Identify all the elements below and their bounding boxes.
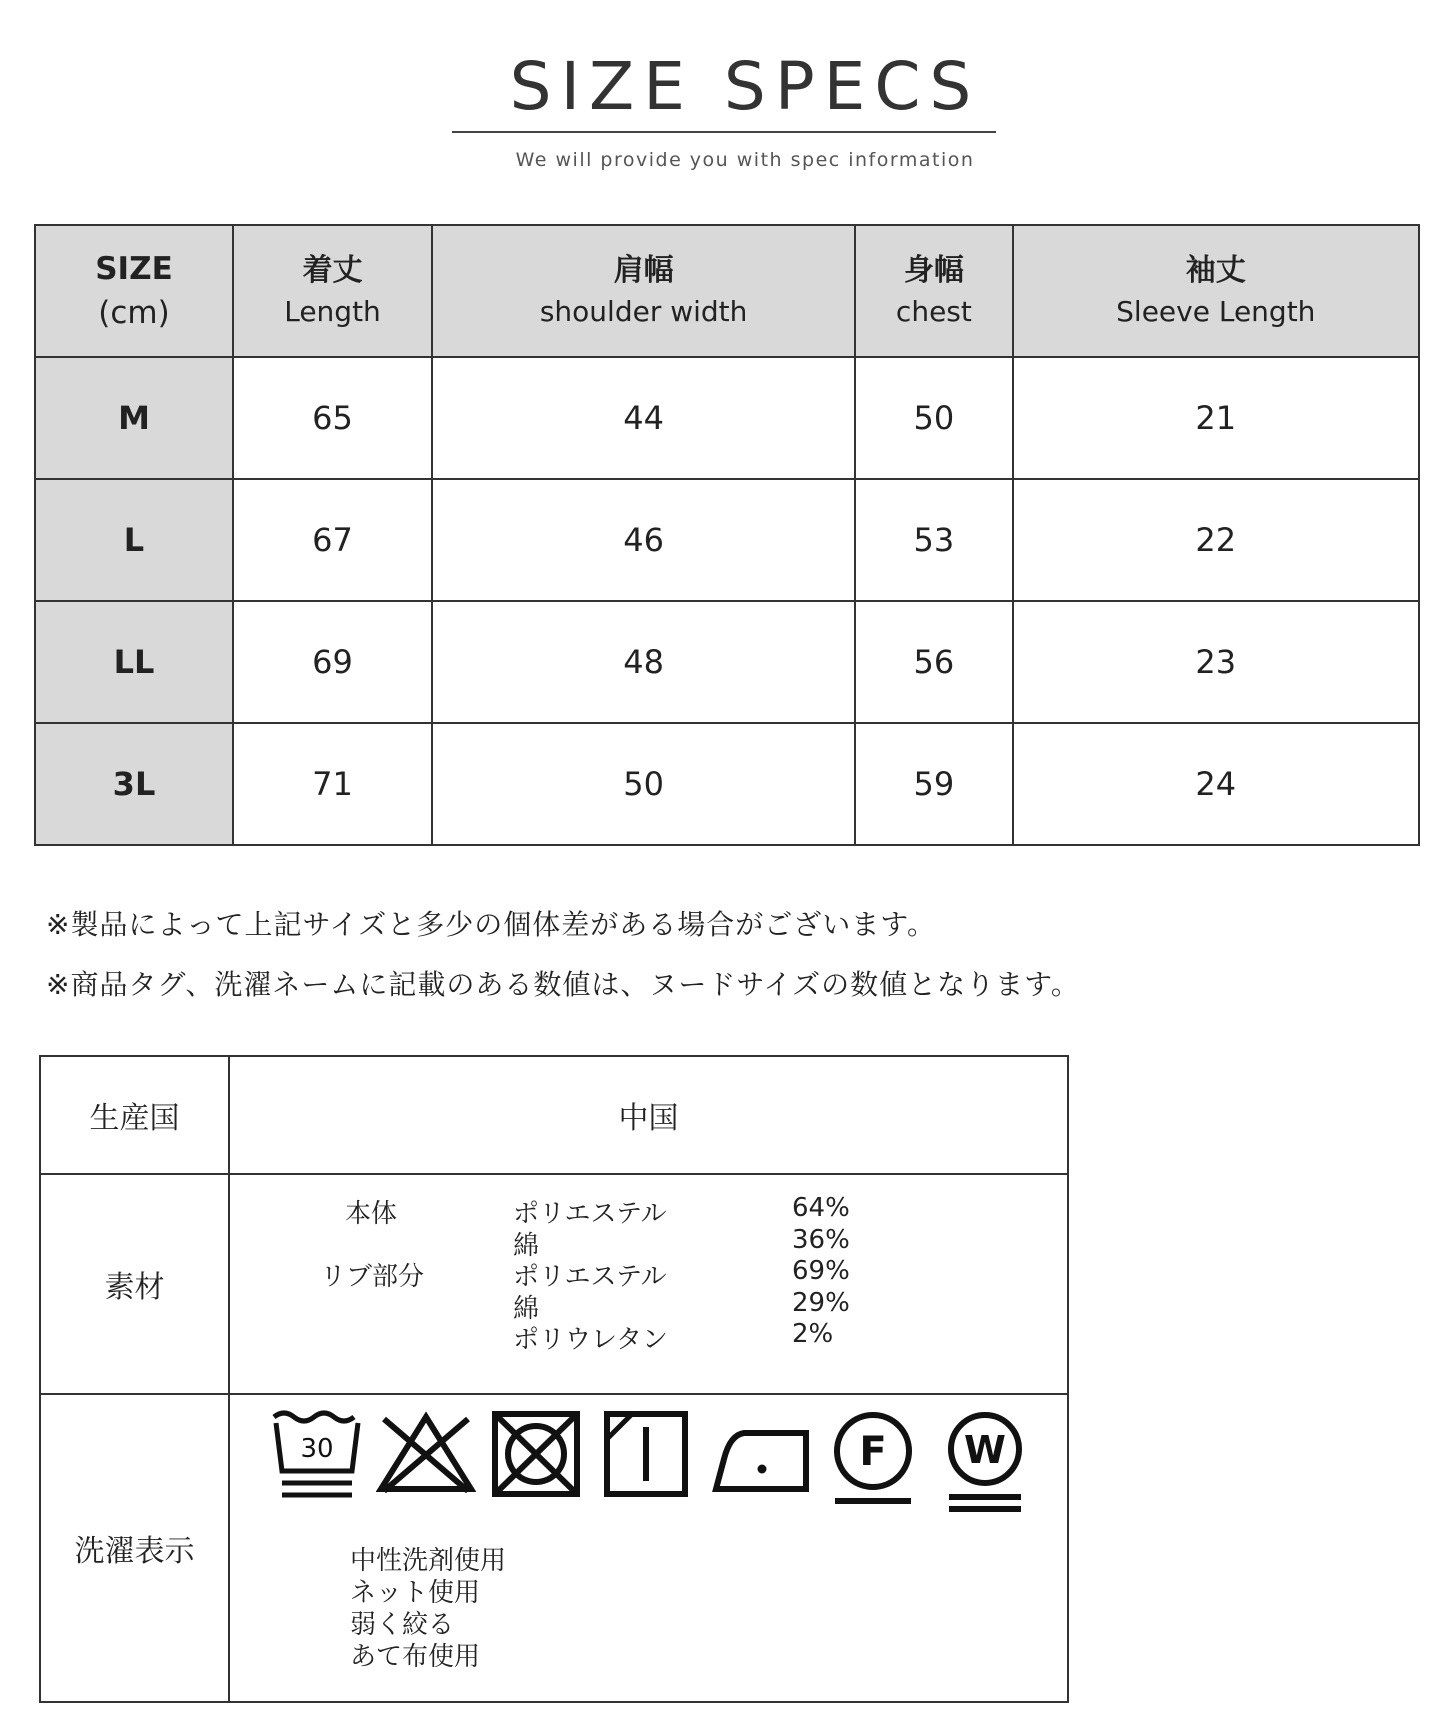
wash-temp-text: 30 xyxy=(300,1434,334,1464)
col-header-length xyxy=(233,225,432,357)
material-list xyxy=(230,1175,1067,1393)
col-header-chest xyxy=(855,225,1012,357)
table-cell: 44 xyxy=(432,357,855,479)
col-header-en: Sleeve Length xyxy=(1116,295,1316,328)
origin-value: 中国 xyxy=(229,1056,1068,1174)
size-label-cell: 3L xyxy=(35,723,233,845)
col-header-jp: 着丈 xyxy=(302,253,363,288)
origin-label: 生産国 xyxy=(40,1056,229,1174)
title-divider xyxy=(452,131,996,133)
table-row xyxy=(35,357,1419,479)
material-label: 素材 xyxy=(40,1174,229,1394)
material-pct: 36% xyxy=(792,1225,850,1255)
care-instruction: 中性洗剤使用 xyxy=(350,1546,507,1576)
wash-30-gentle-icon xyxy=(272,1409,362,1509)
size-table-header-row xyxy=(35,225,1419,357)
material-pct: 69% xyxy=(792,1256,850,1286)
table-row xyxy=(35,479,1419,601)
drip-dry-shade-icon xyxy=(602,1409,690,1499)
col-header-jp: 袖丈 xyxy=(1185,253,1246,288)
care-icons xyxy=(272,1409,1032,1519)
dry-clean-letter: F xyxy=(859,1429,887,1475)
note-individual-difference: ※製品によって上記サイズと多少の個体差がある場合がございます。 xyxy=(46,908,936,941)
table-cell: 53 xyxy=(855,479,1012,601)
care-instruction: ネット使用 xyxy=(350,1578,481,1608)
table-cell: 24 xyxy=(1013,723,1419,845)
no-tumble-dry-icon xyxy=(490,1409,582,1499)
table-row xyxy=(35,723,1419,845)
table-cell: 22 xyxy=(1013,479,1419,601)
material-name: ポリウレタン xyxy=(513,1325,668,1355)
size-corner-cell xyxy=(35,225,233,357)
material-pct: 29% xyxy=(792,1288,850,1318)
col-header-en: shoulder width xyxy=(539,295,748,328)
table-cell: 50 xyxy=(855,357,1012,479)
note-nude-size: ※商品タグ、洗濯ネームに記載のある数値は、ヌードサイズの数値となります。 xyxy=(46,968,1080,1001)
col-header-shoulder xyxy=(432,225,855,357)
material-name: 綿 xyxy=(513,1231,540,1261)
material-row xyxy=(40,1174,1068,1394)
table-cell: 65 xyxy=(233,357,432,479)
col-header-en: Length xyxy=(284,295,381,328)
page-subtitle: We will provide you with spec information xyxy=(515,149,975,171)
size-corner-unit: (cm) xyxy=(98,295,170,331)
table-cell: 50 xyxy=(432,723,855,845)
product-info-table xyxy=(39,1055,1069,1703)
table-cell: 46 xyxy=(432,479,855,601)
table-cell: 69 xyxy=(233,601,432,723)
material-pct: 2% xyxy=(792,1319,834,1349)
material-cell xyxy=(229,1174,1068,1394)
col-header-jp: 身幅 xyxy=(903,253,964,288)
origin-row xyxy=(40,1056,1068,1174)
table-cell: 59 xyxy=(855,723,1012,845)
wet-clean-w-icon xyxy=(940,1409,1030,1515)
material-pct: 64% xyxy=(792,1193,850,1223)
care-row xyxy=(40,1394,1068,1702)
table-row xyxy=(35,601,1419,723)
care-label: 洗濯表示 xyxy=(40,1394,229,1702)
material-name: 綿 xyxy=(513,1294,540,1324)
size-corner-label: SIZE xyxy=(95,251,173,287)
table-cell: 67 xyxy=(233,479,432,601)
table-cell: 48 xyxy=(432,601,855,723)
size-label-cell: LL xyxy=(35,601,233,723)
col-header-jp: 肩幅 xyxy=(613,253,674,288)
col-header-en: chest xyxy=(895,295,972,328)
table-cell: 23 xyxy=(1013,601,1419,723)
table-cell: 21 xyxy=(1013,357,1419,479)
wet-clean-letter: W xyxy=(964,1428,1006,1472)
care-cell xyxy=(229,1394,1068,1702)
table-cell: 71 xyxy=(233,723,432,845)
material-name: ポリエステル xyxy=(513,1262,667,1292)
no-bleach-icon xyxy=(376,1409,476,1499)
size-spec-table xyxy=(34,224,1420,846)
page-title: SIZE SPECS xyxy=(509,48,981,125)
care-instruction: 弱く絞る xyxy=(350,1610,455,1640)
size-label-cell: M xyxy=(35,357,233,479)
dry-clean-f-icon xyxy=(828,1409,918,1509)
care-instruction: あて布使用 xyxy=(350,1642,481,1672)
col-header-sleeve xyxy=(1013,225,1419,357)
low-iron-icon xyxy=(710,1409,810,1499)
material-part: リブ部分 xyxy=(320,1262,425,1292)
material-name: ポリエステル xyxy=(513,1199,667,1229)
size-label-cell: L xyxy=(35,479,233,601)
material-part: 本体 xyxy=(345,1199,398,1229)
care-instructions xyxy=(350,1545,506,1673)
table-cell: 56 xyxy=(855,601,1012,723)
